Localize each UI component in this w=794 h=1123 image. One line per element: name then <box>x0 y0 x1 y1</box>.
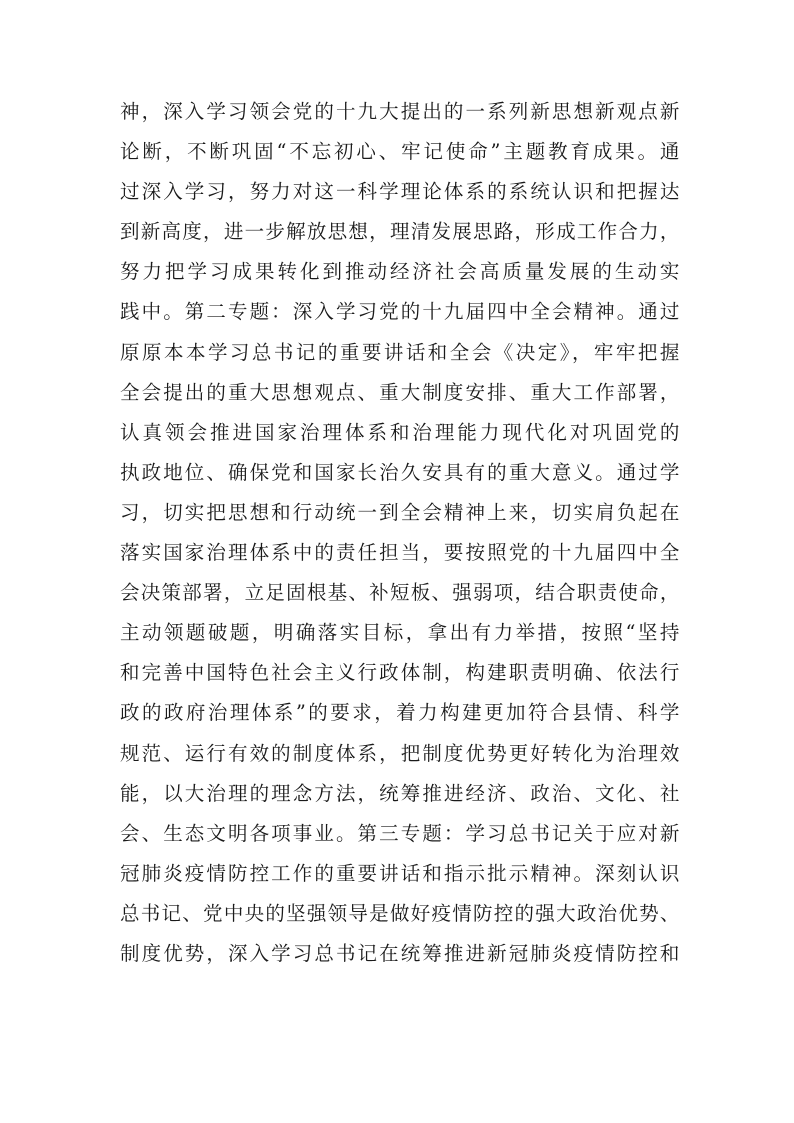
text-line: 会、生态文明各项事业。第三专题：学习总书记关于应对新 <box>120 821 680 845</box>
text-line: 论断，不断巩固“不忘初心、牢记使命”主题教育成果。通 <box>120 140 680 164</box>
text-line: 认真领会推进国家治理体系和治理能力现代化对巩固党的 <box>120 420 680 444</box>
text-line: 努力把学习成果转化到推动经济社会高质量发展的生动实 <box>120 260 680 284</box>
text-line: 政的政府治理体系”的要求，着力构建更加符合县情、科学 <box>120 701 680 725</box>
text-line: 践中。第二专题：深入学习党的十九届四中全会精神。通过 <box>120 300 680 324</box>
text-line: 执政地位、确保党和国家长治久安具有的重大意义。通过学 <box>120 460 680 484</box>
text-line: 神，深入学习领会党的十九大提出的一系列新思想新观点新 <box>120 100 680 123</box>
text-line: 总书记、党中央的坚强领导是做好疫情防控的强大政治优势、 <box>120 901 680 925</box>
text-line: 冠肺炎疫情防控工作的重要讲话和指示批示精神。深刻认识 <box>120 861 680 885</box>
text-line: 主动领题破题，明确落实目标，拿出有力举措，按照“坚持 <box>120 621 680 645</box>
text-line: 能，以大治理的理念方法，统筹推进经济、政治、文化、社 <box>120 781 680 805</box>
text-line: 会决策部署，立足固根基、补短板、强弱项，结合职责使命， <box>120 581 680 605</box>
text-line: 全会提出的重大思想观点、重大制度安排、重大工作部署， <box>120 380 680 404</box>
text-line: 落实国家治理体系中的责任担当，要按照党的十九届四中全 <box>120 541 680 565</box>
text-line: 和完善中国特色社会主义行政体制，构建职责明确、依法行 <box>120 661 680 685</box>
text-line: 制度优势，深入学习总书记在统筹推进新冠肺炎疫情防控和 <box>120 941 680 965</box>
body-paragraph <box>120 92 680 974</box>
text-line: 过深入学习，努力对这一科学理论体系的系统认识和把握达 <box>120 180 680 204</box>
text-line: 到新高度，进一步解放思想，理清发展思路，形成工作合力， <box>120 220 680 244</box>
text-line: 习，切实把思想和行动统一到全会精神上来，切实肩负起在 <box>120 500 680 524</box>
text-line: 原原本本学习总书记的重要讲话和全会《决定》，牢牢把握 <box>120 340 680 364</box>
text-line: 规范、运行有效的制度体系，把制度优势更好转化为治理效 <box>120 741 680 765</box>
